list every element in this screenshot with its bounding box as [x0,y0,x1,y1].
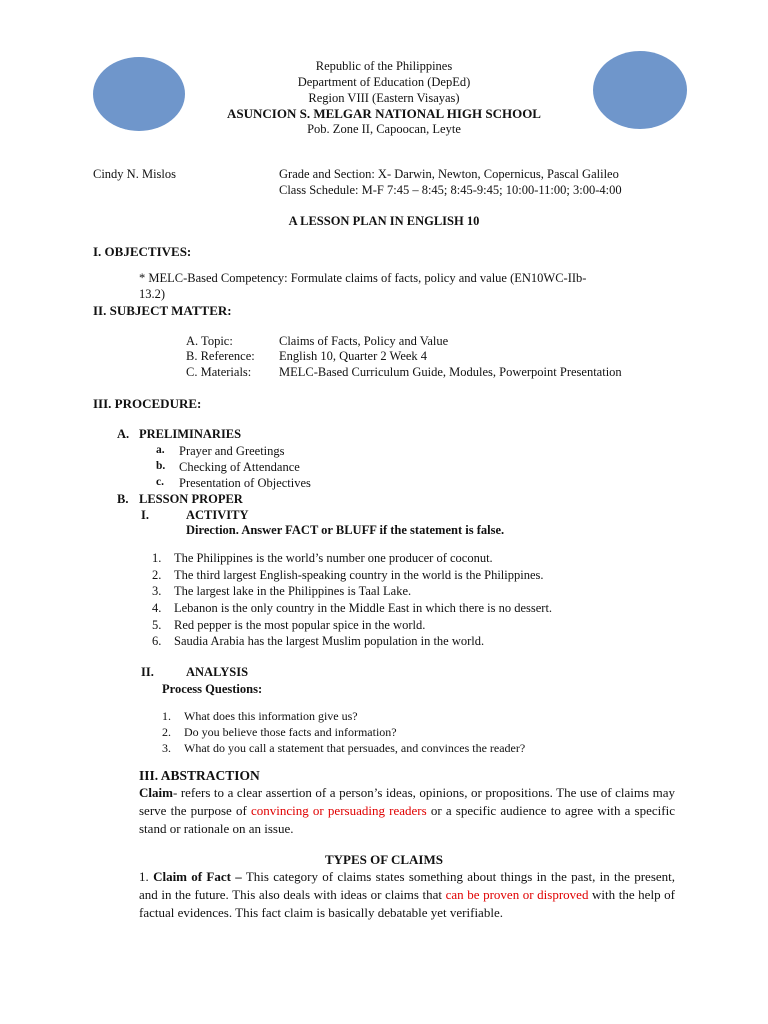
class-schedule: Class Schedule: M-F 7:45 – 8:45; 8:45-9:45; 10:00-11:00; 3:00-4:00 [279,183,622,197]
statement-item: 2. The third largest English-speaking country in the world is the Philippines. [152,568,544,582]
abstraction-heading: III. ABSTRACTION [139,768,260,783]
preliminaries-letter: A. [117,427,130,441]
lesson-proper-letter: B. [117,492,129,506]
header-line-republic: Republic of the Philippines [315,59,453,73]
fact-highlight: can be proven or disproved [445,887,589,902]
statement-item: 6. Saudia Arabia has the largest Muslim population in the world. [152,634,485,648]
statement-text: The third largest English-speaking country in the world is the Philippines. [174,568,544,582]
statement-item: 5. Red pepper is the most popular spice in the world. [152,618,426,632]
prelim-item: Checking of Attendance [179,460,300,474]
claim-paragraph [139,784,675,838]
subject-label: B. Reference: [186,349,255,363]
statement-text: The Philippines is the world’s number one producer of coconut. [174,551,493,565]
subject-label: A. Topic: [186,334,233,348]
statement-text: Saudia Arabia has the largest Muslim population in the world. [174,634,485,648]
activity-number: I. [141,508,149,522]
activity-title: ACTIVITY [186,508,249,522]
question-text: What does this information give us? [184,709,358,723]
subject-value: English 10, Quarter 2 Week 4 [279,349,428,363]
statement-item: 3. The largest lake in the Philippines is Taal Lake. [152,584,412,598]
grade-section: Grade and Section: X- Darwin, Newton, Copernicus, Pascal Galileo [279,167,619,181]
objectives-line-2: 13.2) [139,287,166,301]
prelim-item: Presentation of Objectives [179,476,311,490]
question-text: Do you believe those facts and information? [184,725,397,739]
subject-label: C. Materials: [186,365,252,379]
claim-term: Claim [139,785,173,800]
fact-term: Claim of Fact – [153,869,242,884]
fact-text: with the help of factual evidences. This fact claim is basically debatable yet verifiable. [139,887,675,920]
question-item: 3. What do you call a statement that persuades, and convinces the reader? [162,741,526,755]
analysis-title: ANALYSIS [186,665,249,679]
statement-item: 4. Lebanon is the only country in the Middle East in which there is no dessert. [152,601,553,615]
objectives-line-1: * MELC-Based Competency: Formulate claims of facts, policy and value (EN10WC-IIb- [139,271,587,285]
lesson-proper-title: LESSON PROPER [139,492,243,506]
prelim-item-letter: b. [156,460,166,472]
subject-value: Claims of Facts, Policy and Value [279,334,449,348]
teacher-name: Cindy N. Mislos [93,167,177,181]
fact-number: 1. [139,869,154,884]
process-questions-title: Process Questions: [162,682,263,696]
statement-text: The largest lake in the Philippines is Taal Lake. [174,584,412,598]
lesson-plan-title: A LESSON PLAN IN ENGLISH 10 [288,214,480,228]
prelim-item-letter: c. [156,476,164,488]
question-item: 1. What does this information give us? [162,709,358,723]
statement-text: Red pepper is the most popular spice in the world. [174,618,426,632]
objectives-heading: I. OBJECTIVES: [93,244,192,259]
question-text: What do you call a statement that persuades, and convinces the reader? [184,741,526,755]
claim-text: - refers to a clear assertion of a person’s ideas, opinions, or propositions. The use of claims may serve the purpose of [139,785,675,818]
claim-of-fact-paragraph [139,868,675,922]
claim-text: or a specific audience to agree with a specific stand or rationale on an issue. [139,803,675,836]
types-of-claims-heading: TYPES OF CLAIMS [325,852,443,867]
school-address: Pob. Zone II, Capoocan, Leyte [307,122,461,136]
statement-item: 1. The Philippines is the world’s number one producer of coconut. [152,551,493,565]
prelim-item: Prayer and Greetings [179,444,285,458]
activity-direction: Direction. Answer FACT or BLUFF if the statement is false. [186,523,505,537]
procedure-heading: III. PROCEDURE: [93,396,202,411]
header-line-deped: Department of Education (DepEd) [297,75,471,89]
analysis-number: II. [141,665,154,679]
statement-text: Lebanon is the only country in the Middle East in which there is no dessert. [174,601,553,615]
school-name: ASUNCION S. MELGAR NATIONAL HIGH SCHOOL [227,106,541,121]
preliminaries-title: PRELIMINARIES [139,427,242,441]
claim-highlight: convincing or persuading readers [250,803,427,818]
prelim-item-letter: a. [156,444,165,456]
fact-text: This category of claims states something about things in the past, in the present, and in the future. This also deals with ideas or claims that [139,869,676,902]
subject-heading: II. SUBJECT MATTER: [93,303,232,318]
subject-value: MELC-Based Curriculum Guide, Modules, Powerpoint Presentation [279,365,622,379]
header-line-region: Region VIII (Eastern Visayas) [308,91,460,105]
question-item: 2. Do you believe those facts and information? [162,725,397,739]
